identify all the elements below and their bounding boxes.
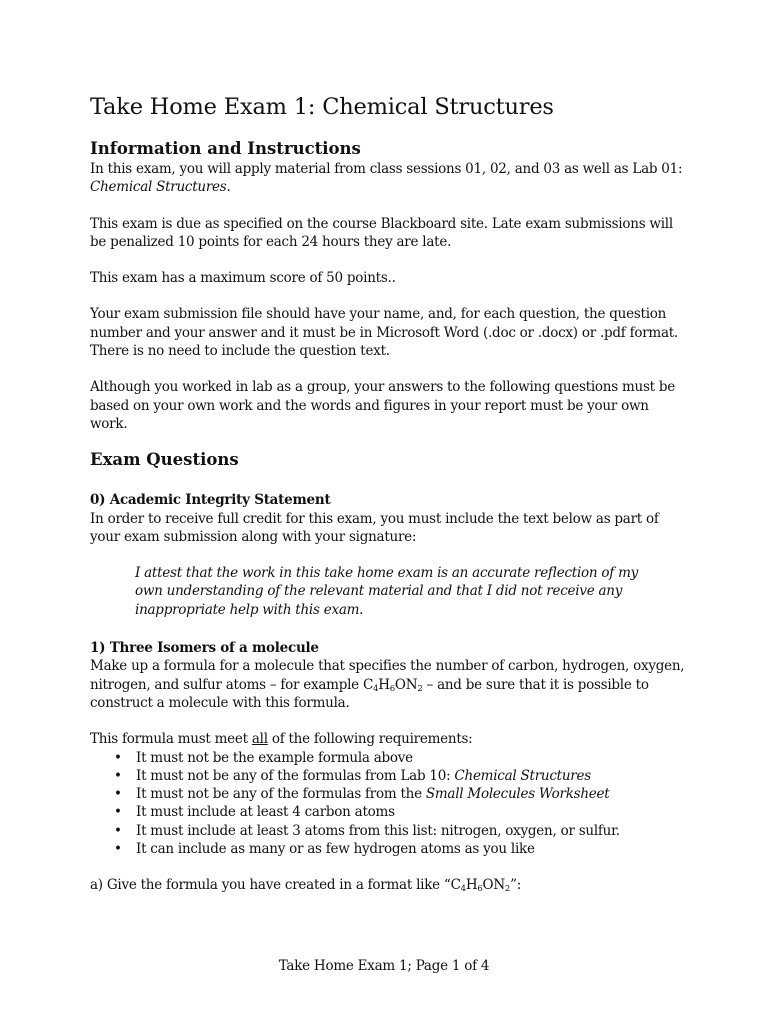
requirements-intro-end: of the following requirements:: [267, 731, 473, 748]
requirement-text: It must include at least 3 atoms from this list: nitrogen, oxygen, or sulfur.: [136, 822, 620, 839]
bullet-icon: •: [114, 822, 122, 839]
requirement-text: It must not be any of the formulas from the: [136, 786, 426, 803]
due-paragraph: This exam is due as specified on the course Blackboard site. Late exam submissions will be penalized 10 points for each 24 hours they are late.: [90, 215, 673, 250]
list-item: [114, 785, 690, 803]
formula-h: H: [465, 877, 478, 894]
file-paragraph: Your exam submission file should have your name, and, for each question, the question number and your answer and it must be in Microsoft Word (.doc or .docx) or .pdf format. There is no need to include the question text.: [90, 306, 678, 360]
list-item: [114, 803, 690, 821]
formula-subscript-c: 4: [373, 683, 379, 694]
group-paragraph: Although you worked in lab as a group, your answers to the following questions must be based on your own work and the words and figures in your report must be your own work.: [90, 379, 675, 432]
formula-subscript-c: 4: [460, 884, 466, 895]
bullet-icon: •: [114, 841, 122, 858]
intro-text: In this exam, you will apply material from class sessions 01, 02, and 03 as well as Lab 01:: [90, 161, 683, 177]
intro-paragraph: [90, 160, 690, 197]
question-1a: [90, 876, 690, 894]
bullet-icon: •: [114, 767, 122, 784]
requirements-intro-start: This formula must meet: [90, 731, 252, 748]
question-1a-end: ”:: [510, 877, 522, 894]
intro-period: .: [226, 179, 231, 196]
question-1-text-end: – and be sure that it is possible to construct a molecule with this formula.: [90, 676, 649, 711]
requirements-intro: [90, 730, 690, 748]
list-item: [114, 767, 690, 785]
formula-on: ON: [394, 676, 418, 693]
formula-subscript-n: 2: [417, 683, 423, 694]
exam-questions-heading: Exam Questions: [90, 450, 239, 470]
question-1-title: 1) Three Isomers of a molecule: [90, 640, 319, 657]
info-heading: Information and Instructions: [90, 139, 361, 158]
formula-subscript-h: 6: [477, 884, 483, 895]
question-1a-start: a) Give the formula you have created in a format like “C: [90, 877, 461, 894]
list-item: [114, 749, 690, 767]
formula-h: H: [378, 676, 390, 693]
requirement-text: It must not be the example formula above: [136, 749, 413, 766]
page-footer: Take Home Exam 1; Page 1 of 4: [278, 958, 490, 974]
question-0-title: 0) Academic Integrity Statement: [90, 492, 331, 509]
requirement-text: It must not be any of the formulas from Lab 10:: [136, 767, 455, 784]
question-1-text: [90, 657, 690, 712]
formula-on: ON: [482, 877, 505, 894]
question-1-text-start: Make up a formula for a molecule that specifies the number of carbon, hydrogen, oxygen, nitrogen, and sulfur atoms – for example C: [90, 658, 685, 693]
integrity-statement: I attest that the work in this take home exam is an accurate reflection of my own understanding of the relevant material and that I did not receive any inappropriate help with this exam.: [135, 565, 638, 618]
intro-lab-title: Chemical Structures: [90, 179, 227, 196]
requirement-text: It must include at least 4 carbon atoms: [136, 804, 395, 821]
requirement-italic: Chemical Structures: [454, 767, 591, 784]
document-body: [90, 92, 690, 895]
requirement-text: It can include as many or as few hydrogen atoms as you like: [136, 841, 535, 858]
requirement-italic: Small Molecules Worksheet: [425, 786, 610, 803]
formula-subscript-h: 6: [389, 683, 395, 694]
list-item: [114, 822, 690, 840]
formula-subscript-n: 2: [504, 884, 511, 895]
question-0-text: In order to receive full credit for this exam, you must include the text below as part of your exam submission along with your signature:: [90, 510, 659, 545]
bullet-icon: •: [114, 749, 122, 766]
requirements-intro-emphasis: all: [251, 731, 268, 748]
list-item: [114, 840, 690, 858]
document-title: Take Home Exam 1: Chemical Structures: [90, 94, 554, 120]
bullet-icon: •: [114, 804, 122, 821]
requirements-list: [114, 749, 690, 859]
bullet-icon: •: [114, 786, 122, 803]
score-paragraph: This exam has a maximum score of 50 points..: [90, 270, 396, 287]
